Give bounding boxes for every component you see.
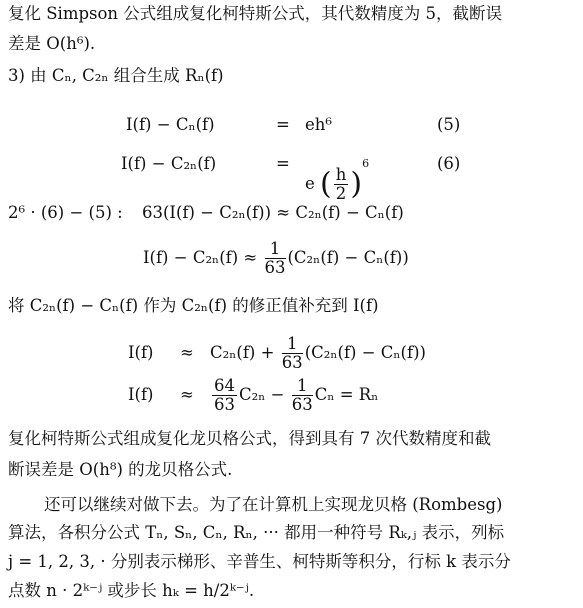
eqA-relation: ≈ [180,343,194,362]
eq6-relation: = [276,154,290,173]
eq6-lhs: I(f) − C₂ₙ(f) [121,154,217,173]
combination-expression: 63(I(f) − C₂ₙ(f)) ≈ C₂ₙ(f) − Cₙ(f) [142,203,404,222]
eq6-rhs: e ( $\frac{h}{2}$ )$^6$ [305,157,370,203]
eq5-lhs: I(f) − Cₙ(f) [126,115,215,134]
eqB-fraction-1: $\frac{64}{63}$ [214,376,235,414]
eq5-relation: = [276,115,290,134]
combination-label: 2⁶ · (6) − (5) : [8,203,123,222]
approximation-equation: I(f) − C₂ₙ(f) ≈ $\frac{1}{63}$ (C₂ₙ(f) − Cₙ(f)) [143,239,409,277]
eqA-fraction: $\frac{1}{63}$ [281,334,303,372]
eq5-number: (5) [437,115,461,134]
paragraph-4-line-1: 还可以继续对做下去。为了在计算机上实现龙贝格 (Rombesg) [44,495,503,514]
eqA-rhs: C₂ₙ(f) + $\frac{1}{63}$ (C₂ₙ(f) − Cₙ(f)) [210,334,426,372]
eqA-lhs: I(f) [128,343,154,362]
eq5-rhs: eh⁶ [305,115,333,134]
eqB-fraction-2: $\frac{1}{63}$ [291,376,313,414]
paragraph-4-line-3: j = 1, 2, 3, · 分别表示梯形、辛普生、柯特斯等积分，行标 k 表示分 [8,552,511,571]
eqB-rhs: $\frac{64}{63}$ C₂ₙ − $\frac{1}{63}$ Cₙ = Rₙ [214,376,379,414]
eq6-number: (6) [437,154,461,173]
paragraph-4-line-4: 点数 n · 2ᵏ⁻ʲ 或步长 hₖ = h/2ᵏ⁻ʲ. [8,581,255,600]
paragraph-3-line-2: 断误差是 O(h⁸) 的龙贝格公式. [8,460,233,479]
section-3-heading: 3) 由 Cₙ, C₂ₙ 组合生成 Rₙ(f) [8,66,224,85]
eq6-fraction: $\frac{h}{2}$ [335,165,347,203]
paragraph-4-line-2: 算法，各积分公式 Tₙ, Sₙ, Cₙ, Rₙ, ··· 都用一种符号 Rₖ,ⱼ 表示，列标 [8,523,505,542]
paragraph-1-line-2: 差是 O(h⁶). [8,34,96,53]
paragraph-2: 将 C₂ₙ(f) − Cₙ(f) 作为 C₂ₙ(f) 的修正值补充到 I(f) [8,296,379,315]
eqB-relation: ≈ [180,385,194,404]
paragraph-3-line-1: 复化柯特斯公式组成复化龙贝格公式，得到具有 7 次代数精度和截 [8,429,491,448]
approx-fraction: $\frac{1}{63}$ [264,239,286,277]
eq6-coefficient: e [305,174,315,193]
eq6-exponent: 6 [362,157,370,170]
paragraph-1-line-1: 复化 Simpson 公式组成复化柯特斯公式，其代数精度为 5，截断误 [8,4,503,23]
eqB-lhs: I(f) [128,385,154,404]
